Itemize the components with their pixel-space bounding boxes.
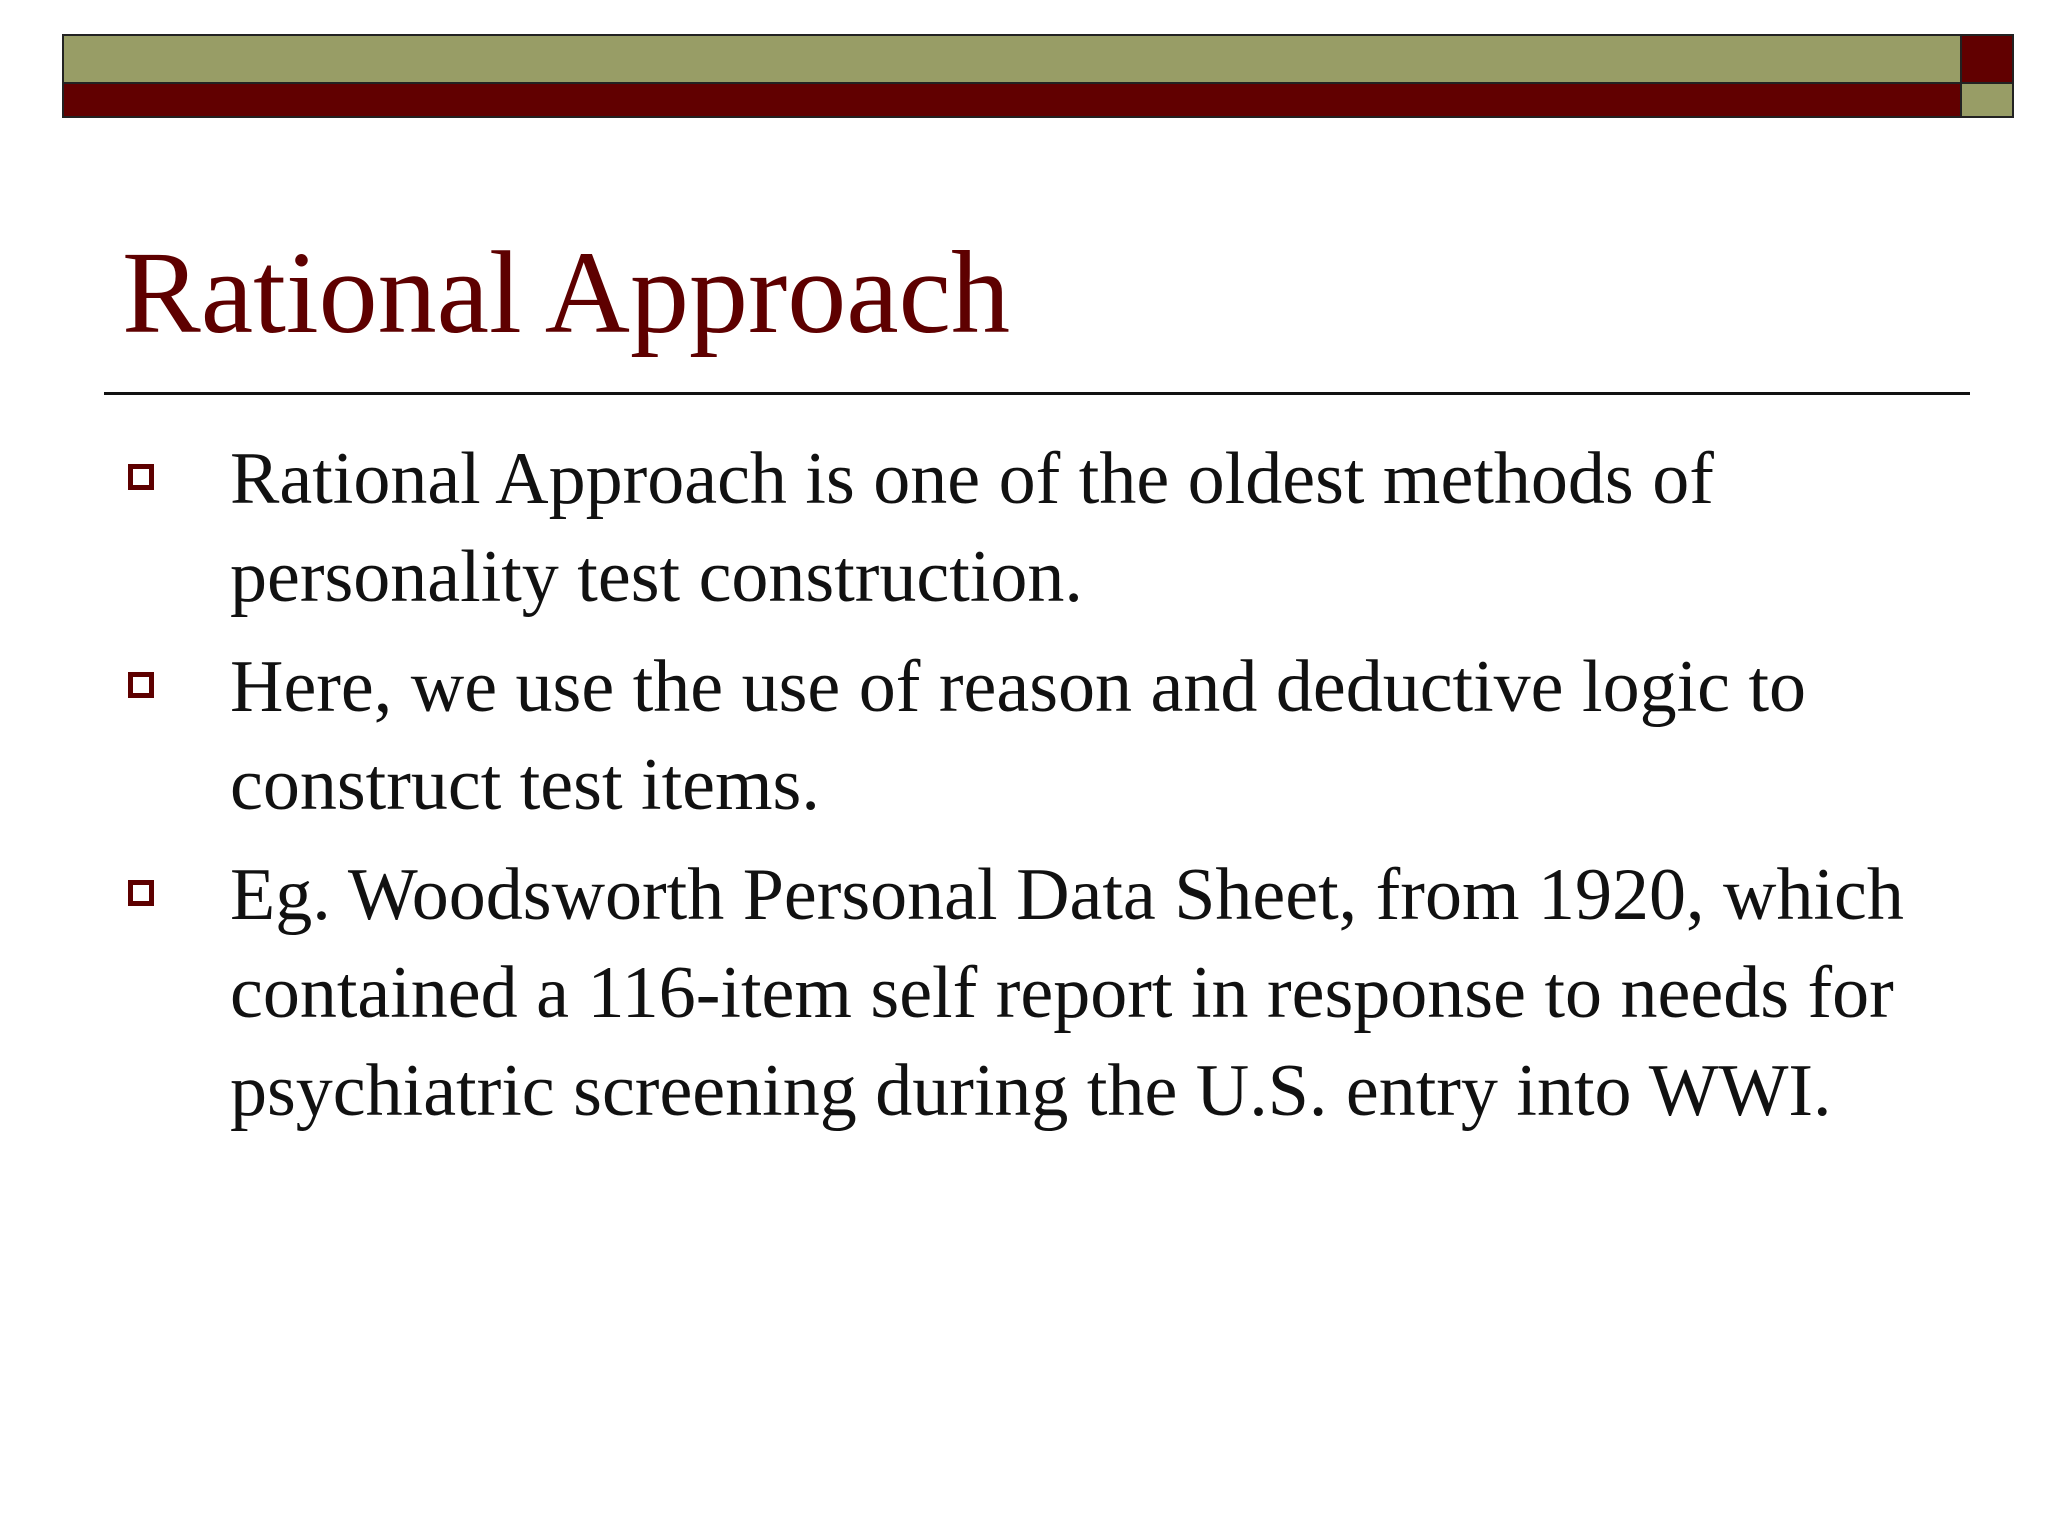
bullet-text: Eg. Woodsworth Personal Data Sheet, from 1920, which contained a 116-item self report in response to needs for psychiatric screening during the U.S. entry into WWI. <box>230 854 1904 1132</box>
header-bar-maroon <box>62 84 1962 118</box>
hollow-square-icon <box>128 880 154 906</box>
bullet-text: Here, we use the use of reason and deductive logic to construct test items. <box>230 646 1807 826</box>
bullet-text: Rational Approach is one of the oldest methods of personality test construction. <box>230 438 1714 618</box>
header-corner-maroon <box>1962 34 2014 84</box>
header-bar-olive <box>62 34 1962 84</box>
hollow-square-icon <box>128 672 154 698</box>
bullet-list <box>0 430 2048 1152</box>
bullet-item <box>0 638 2048 834</box>
slide-title: Rational Approach <box>122 227 1011 358</box>
bullet-item <box>0 846 2048 1140</box>
title-divider <box>104 392 1970 395</box>
header-corner-olive <box>1962 84 2014 118</box>
bullet-item <box>0 430 2048 626</box>
hollow-square-icon <box>128 464 154 490</box>
